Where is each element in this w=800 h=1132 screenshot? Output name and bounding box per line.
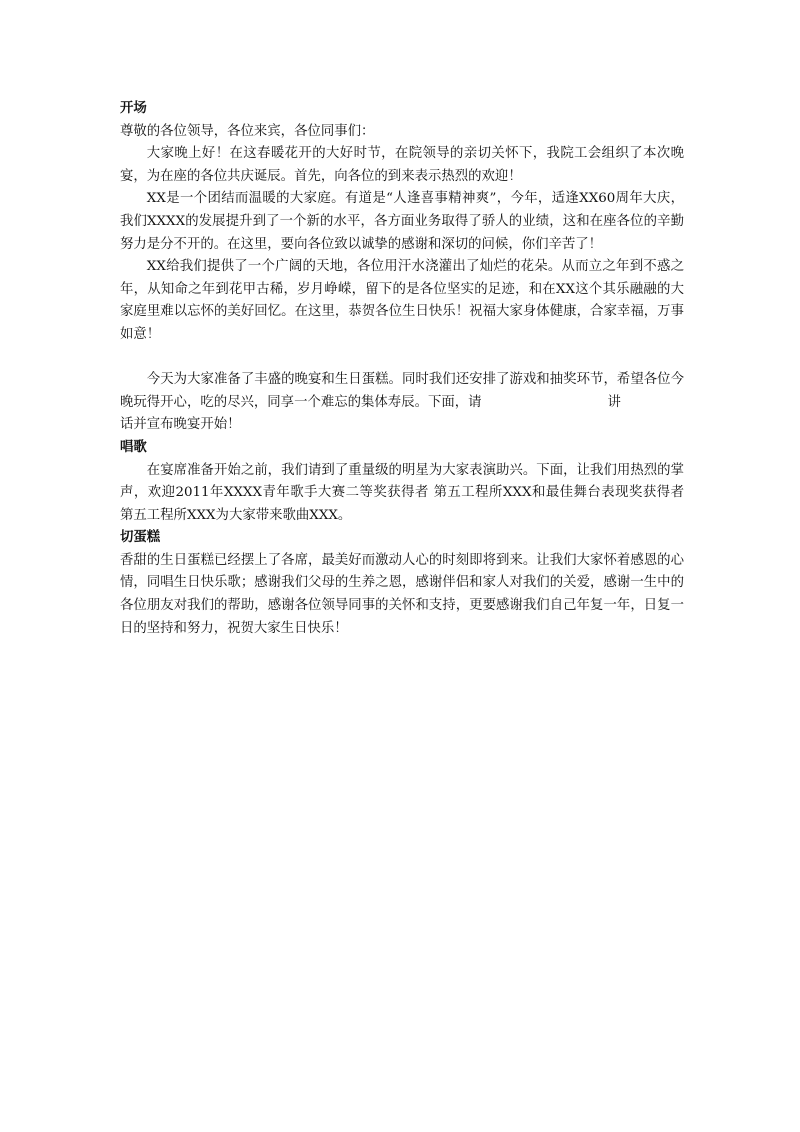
paragraph: 在宴席准备开始之前，我们请到了重量级的明星为大家表演助兴。下面，让我们用热烈的掌声，欢迎2011年XXXX青年歌手大赛二等奖获得者 第五工程所XXX和最佳舞台表现奖获得者 第五工程所XXX为大家带来歌曲XXX。	[120, 462, 684, 523]
blank-line	[120, 347, 684, 370]
paragraph: XX是一个团结而温暖的大家庭。有道是“人逢喜事精神爽”，今年，适逢XX60周年大庆，我们XXXX的发展提升到了一个新的水平，各方面业务取得了骄人的业绩，这和在座各位的辛勤努力是分不开的。在这里，要向各位致以诚挚的感谢和深切的问候，你们辛苦了！	[120, 191, 684, 252]
paragraph: 大家晚上好！在这春暖花开的大好时节，在院领导的亲切关怀下，我院工会组织了本次晚宴，为在座的各位共庆诞辰。首先，向各位的到来表示热烈的欢迎！	[120, 146, 684, 184]
paragraph-continuation: 话并宣布晚宴开始！	[120, 417, 241, 433]
section-cake	[120, 527, 684, 640]
salutation: 尊敬的各位领导，各位来宾，各位同事们：	[120, 123, 375, 139]
section-opening	[120, 98, 684, 437]
paragraph-text-tail: 讲	[607, 394, 621, 410]
document-page	[120, 98, 684, 640]
section-heading: 唱歌	[120, 439, 147, 455]
paragraph: XX给我们提供了一个广阔的天地，各位用汗水浇灌出了灿烂的花朵。从而立之年到不惑之年，从知命之年到花甲古稀，岁月峥嵘，留下的是各位坚实的足迹，和在XX这个其乐融融的大家庭里难以忘怀的美好回忆。在这里，恭贺各位生日快乐！祝福大家身体健康，合家幸福，万事如意！	[120, 259, 684, 342]
section-heading: 切蛋糕	[120, 530, 161, 546]
section-singing	[120, 437, 684, 527]
paragraph	[120, 369, 684, 414]
section-heading: 开场	[120, 101, 147, 116]
paragraph: 香甜的生日蛋糕已经摆上了各席，最美好而激动人心的时刻即将到来。让我们大家怀着感恩的心情，同唱生日快乐歌；感谢我们父母的生养之恩，感谢伴侣和家人对我们的关爱，感谢一生中的各位朋友对我们的帮助，感谢各位领导同事的关怀和支持，更要感谢我们自己年复一年，日复一日的坚持和努力，祝贺大家生日快乐！	[120, 552, 684, 636]
paragraph-text: 今天为大家准备了丰盛的晚宴和生日蛋糕。同时我们还安排了游戏和抽奖环节，希望各位今晚玩得开心，吃的尽兴，同享一个难忘的集体寿辰。下面，请	[120, 372, 684, 410]
